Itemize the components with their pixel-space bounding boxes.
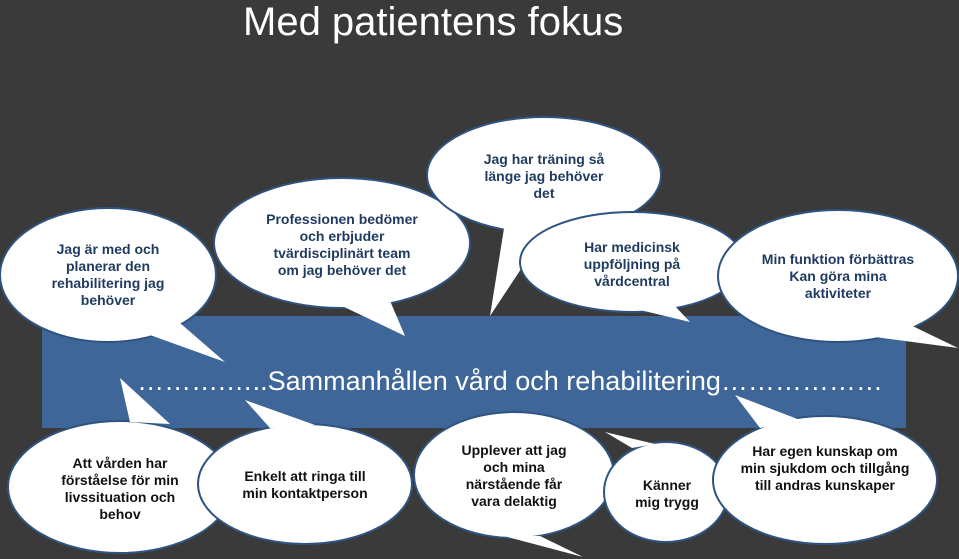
bubble-text-8: Upplever att jag och mina närstående får vara delaktig [461, 442, 567, 509]
band-text: ……….…..Sammanhållen vård och rehabilitering……………… [137, 366, 883, 396]
bubble-text-1: Jag är med och planerar den rehabilitering jag behöver [51, 241, 165, 308]
bubble-text-6: Att vården har förståelse för min livssituation och behov [61, 455, 179, 522]
bubble-text-7: Enkelt att ringa till min kontaktperson [242, 468, 368, 501]
bubble-text-5: Min funktion förbättras Kan göra mina aktiviteter [761, 250, 915, 301]
bubble-text-3: Jag har träning så länge jag behöver det [483, 150, 605, 201]
bubble-text-4: Har medicinsk uppföljning på vårdcentral [583, 238, 681, 289]
bubble-text-2: Professionen bedömer och erbjuder tvärdisciplinärt team om jag behöver det [266, 211, 418, 278]
bubble-text-9: Känner mig trygg [635, 477, 699, 510]
bubble-text-10: Har egen kunskap om min sjukdom och tillgång till andras kunskaper [740, 442, 910, 493]
page-title: Med patientens fokus [243, 0, 624, 44]
